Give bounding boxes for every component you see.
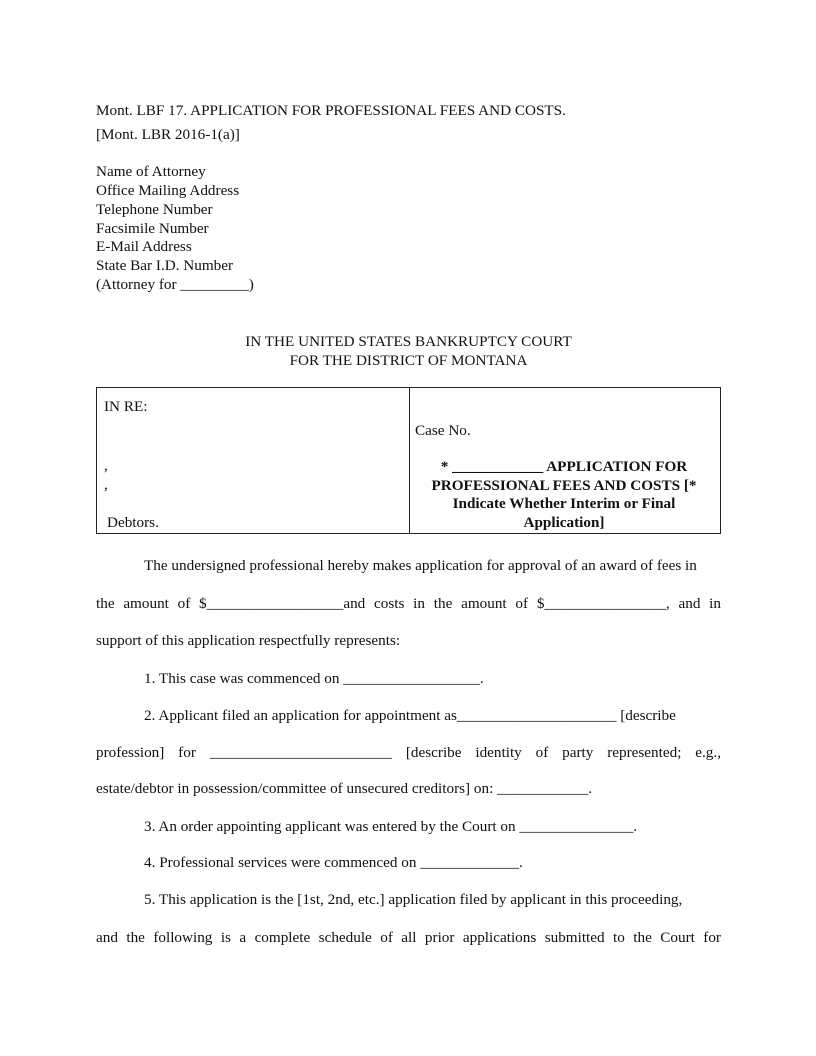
intro-paragraph-line-2: the amount of $__________________and costs in the amount of $________________, and in <box>96 595 721 612</box>
case-number-label: Case No. <box>415 422 471 439</box>
debtor-name-line-1: , <box>104 457 108 474</box>
attorney-email-line: E-Mail Address <box>96 238 192 255</box>
attorney-address-line: Office Mailing Address <box>96 182 240 199</box>
intro-paragraph-line-3: support of this application respectfully represents: <box>96 632 401 649</box>
application-title <box>413 458 715 532</box>
court-name: IN THE UNITED STATES BANKRUPTCY COURT <box>245 333 572 350</box>
attorney-for-line: (Attorney for _________) <box>96 276 254 293</box>
item-1: 1. This case was commenced on __________________. <box>144 670 484 687</box>
case-caption-box <box>96 387 721 534</box>
form-title: Mont. LBF 17. APPLICATION FOR PROFESSIONAL FEES AND COSTS. <box>96 102 566 119</box>
item-2-line-1: 2. Applicant filed an application for appointment as_____________________ [describe <box>144 707 676 724</box>
item-2-line-3: estate/debtor in possession/committee of unsecured creditors] on: ____________. <box>96 780 593 797</box>
item-5-line-2: and the following is a complete schedule of all prior applications submitted to the Court for <box>96 929 721 946</box>
caption-divider <box>409 388 410 533</box>
application-title-line-3: Indicate Whether Interim or Final <box>452 495 676 512</box>
attorney-name-line: Name of Attorney <box>96 163 206 180</box>
attorney-phone-line: Telephone Number <box>96 201 213 218</box>
attorney-bar-id-line: State Bar I.D. Number <box>96 257 234 274</box>
in-re-label: IN RE: <box>104 398 148 415</box>
debtors-label: Debtors. <box>107 514 159 531</box>
item-5-line-1: 5. This application is the [1st, 2nd, etc.] application filed by applicant in this proceeding, <box>144 891 683 908</box>
item-2-line-2: profession] for ________________________ [describe identity of party represented; e.g., <box>96 744 721 761</box>
item-3: 3. An order appointing applicant was entered by the Court on _______________. <box>144 818 638 835</box>
court-district: FOR THE DISTRICT OF MONTANA <box>289 352 528 369</box>
item-4: 4. Professional services were commenced on _____________. <box>144 854 523 871</box>
form-rule-reference: [Mont. LBR 2016-1(a)] <box>96 126 240 143</box>
application-title-line-4: Application] <box>523 513 605 531</box>
debtor-name-line-2: , <box>104 476 108 493</box>
attorney-fax-line: Facsimile Number <box>96 220 209 237</box>
intro-paragraph-line-1: The undersigned professional hereby makes application for approval of an award of fees in <box>144 557 697 574</box>
application-title-line-2: PROFESSIONAL FEES AND COSTS [* <box>431 476 697 494</box>
application-title-line-1: * ____________ APPLICATION FOR <box>440 458 688 475</box>
